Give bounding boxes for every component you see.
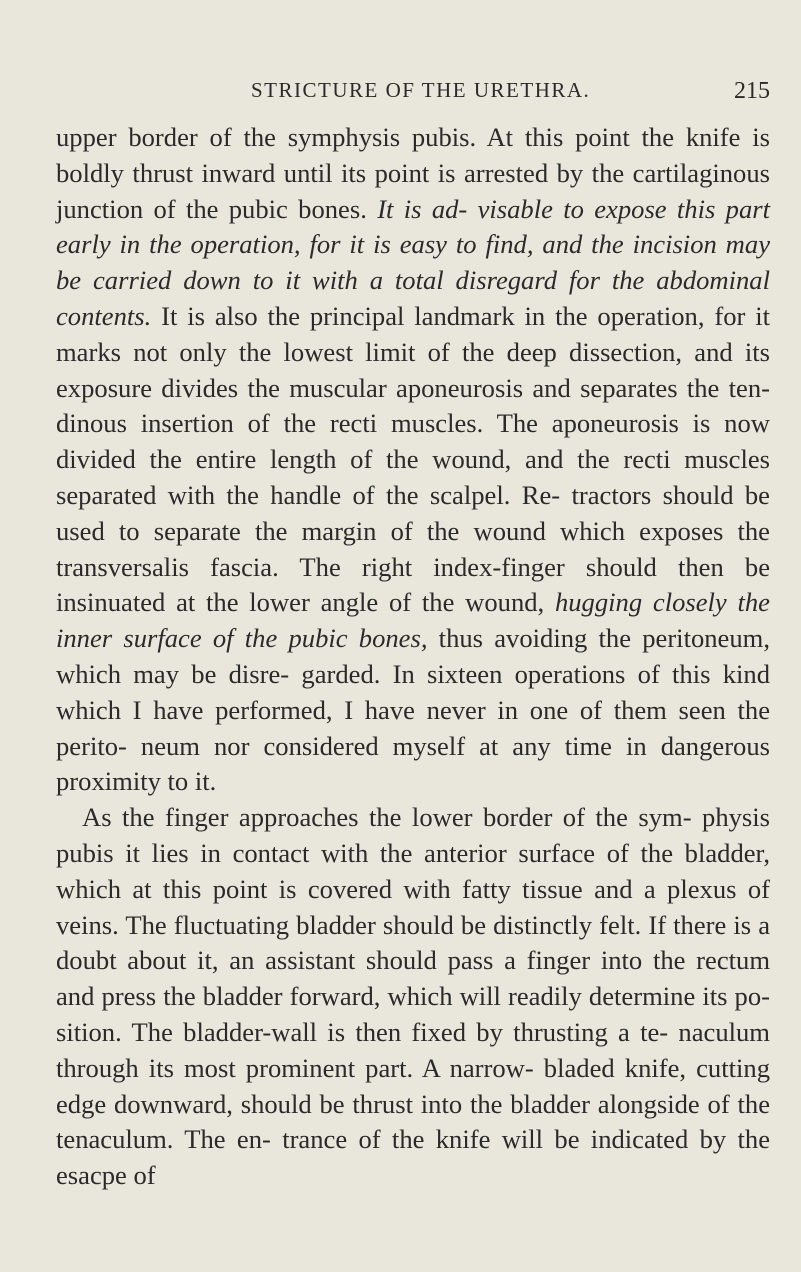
italic-segment: hugging closely the inner surface of the pubic bones, <box>56 587 770 654</box>
italic-segment: It is ad- visable to expose this part early in the operation, for it is easy to find, and the incision may be carried down to it with a total disregard for the abdominal contents. <box>56 193 770 331</box>
text-segment: As the finger approaches the lower border of the sym- physis pubis it lies in contact with the anterior surface of the bladder, which at this point is covered with fatty tissue and a plexus of veins. The fluctuating bladder should be distinctly felt. If there is a doubt about it, an assistant should pass a finger into the rectum and press the bladder forward, which will readily determine its po- sition. The bladder-wall is then fixed by thrusting a te- naculum through its most prominent part. A narrow- bladed knife, cutting edge downward, should be thrust into the bladder alongside of the tenaculum. The en- trance of the knife will be indicated by the esacpe of <box>56 802 770 1191</box>
running-head <box>56 78 770 108</box>
text-segment: It is also the principal landmark in the operation, for it marks not only the lowest limit of the deep dissection, and its exposure divides the muscular aponeurosis and separates the ten- dinous insertion of the recti muscles. The aponeurosis is now divided the entire length of the wound, and the recti muscles separated with the handle of the scalpel. Re- tractors should be used to separate the margin of the wound which exposes the transversalis fascia. The right index-finger should then be insinuated at the lower angle of the wound, <box>56 300 770 618</box>
paragraph-2 <box>56 800 770 1194</box>
page-number: 215 <box>734 78 770 104</box>
running-title: STRICTURE OF THE URETHRA. <box>251 78 591 102</box>
text-segment: thus avoiding the peritoneum, which may be disre- garded. In sixteen operations of this kind which I have performed, I have never in one of them seen the perito- neum nor considered myself at any time in dangerous proximity to it. <box>56 623 770 797</box>
paragraph-1 <box>56 120 770 800</box>
text-segment: upper border of the symphysis pubis. At this point the knife is boldly thrust inward until its point is arrested by the cartilaginous junction of the pubic bones. <box>56 122 770 224</box>
body-text <box>56 120 770 1194</box>
